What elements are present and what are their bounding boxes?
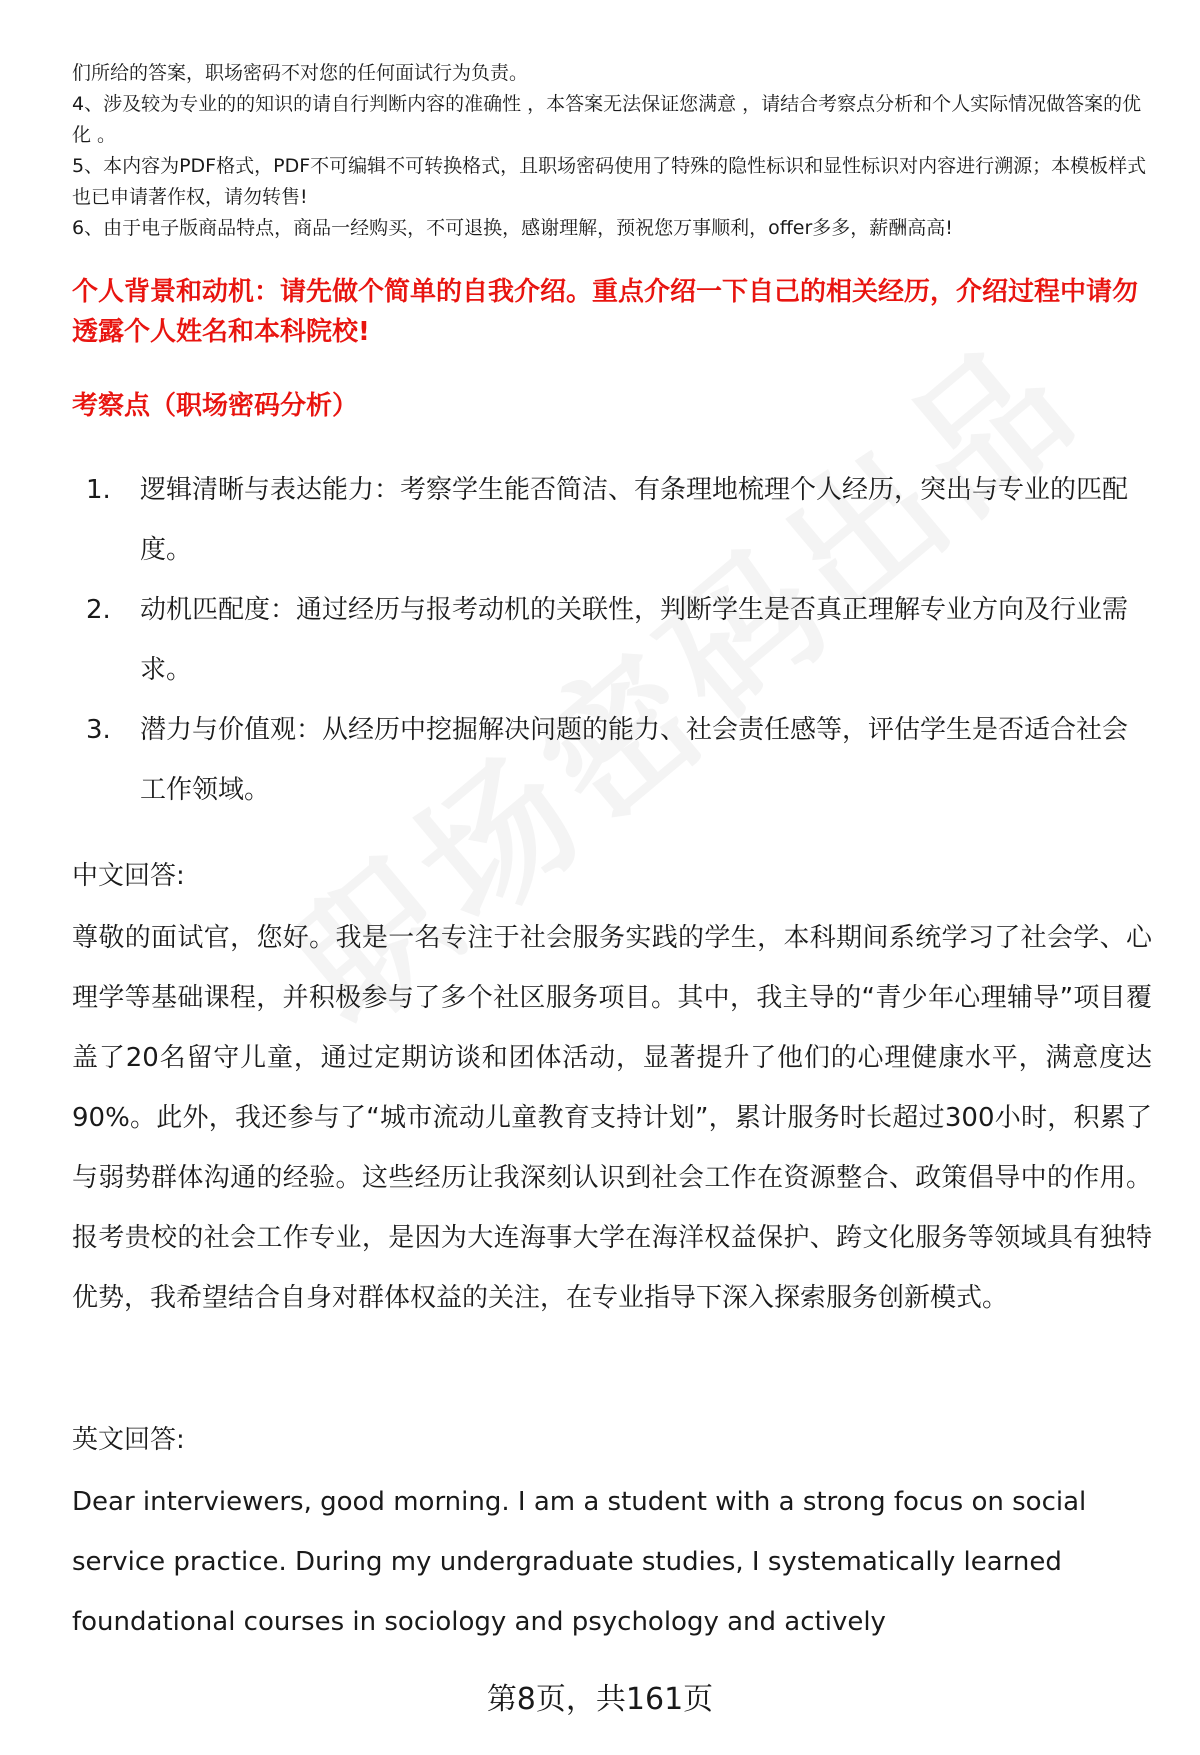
list-item-text: 逻辑清晰与表达能力：考察学生能否简洁、有条理地梳理个人经历，突出与专业的匹配度。 xyxy=(140,475,1129,565)
chinese-answer-text: 尊敬的面试官，您好。我是一名专注于社会服务实践的学生，本科期间系统学习了社会学、心理学等基础课程，并积极参与了多个社区服务项目。其中，我主导的“青少年心理辅导”项目覆盖了20名留守儿童，通过定期访谈和团体活动，显著提升了他们的心理健康水平，满意度达90%。此外，我还参与了“城市流动儿童教育支持计划”，累计服务时长超过300小时，积累了与弱势群体沟通的经验。这些经历让我深刻认识到社会工作在资源整合、政策倡导中的作用。报考贵校的社会工作专业，是因为大连海事大学在海洋权益保护、跨文化服务等领域具有独特优势，我希望结合自身对群体权益的关注，在专业指导下深入探索服务创新模式。 xyxy=(72,923,1152,1313)
note-line: 们所给的答案，职场密码不对您的任何面试行为负责。 xyxy=(72,62,529,84)
list-item-text: 潜力与价值观：从经历中挖掘解决问题的能力、社会责任感等，评估学生是否适合社会工作领域。 xyxy=(140,715,1129,805)
note-line: 5、本内容为PDF格式，PDF不可编辑不可转换格式，且职场密码使用了特殊的隐性标识和显性标识对内容进行溯源；本模板样式也已申请著作权，请勿转售! xyxy=(72,155,1147,208)
list-item xyxy=(72,460,1152,580)
list-item xyxy=(72,580,1152,700)
analysis-heading: 考察点（职场密码分析） xyxy=(72,391,359,421)
list-item-text: 动机匹配度：通过经历与报考动机的关联性，判断学生是否真正理解专业方向及行业需求。 xyxy=(140,595,1129,685)
english-answer-text: Dear interviewers, good morning. I am a student with a strong focus on social service practice. During my undergraduate studies, I systematically learned foundational courses in sociology and psychology and actively xyxy=(72,1487,1087,1637)
page-number-footer: 第8页，共161页 xyxy=(486,1682,714,1717)
note-line: 6、由于电子版商品特点，商品一经购买，不可退换，感谢理解，预祝您万事顺利，offer多多，薪酬高高! xyxy=(72,217,953,239)
disclaimer-notes xyxy=(72,58,1152,244)
analysis-points-list xyxy=(72,460,1152,820)
list-item xyxy=(72,700,1152,820)
chinese-answer-label: 中文回答: xyxy=(72,861,185,891)
list-item-number: 3. xyxy=(86,715,111,745)
list-item-number: 2. xyxy=(86,595,111,625)
note-line: 4、涉及较为专业的的知识的请自行判断内容的准确性 ，本答案无法保证您满意 ，请结合考察点分析和个人实际情况做答案的优化 。 xyxy=(72,93,1142,146)
english-answer-label: 英文回答: xyxy=(72,1425,185,1455)
question-heading: 个人背景和动机：请先做个简单的自我介绍。重点介绍一下自己的相关经历，介绍过程中请勿透露个人姓名和本科院校! xyxy=(72,277,1139,347)
list-item-number: 1. xyxy=(86,475,111,505)
